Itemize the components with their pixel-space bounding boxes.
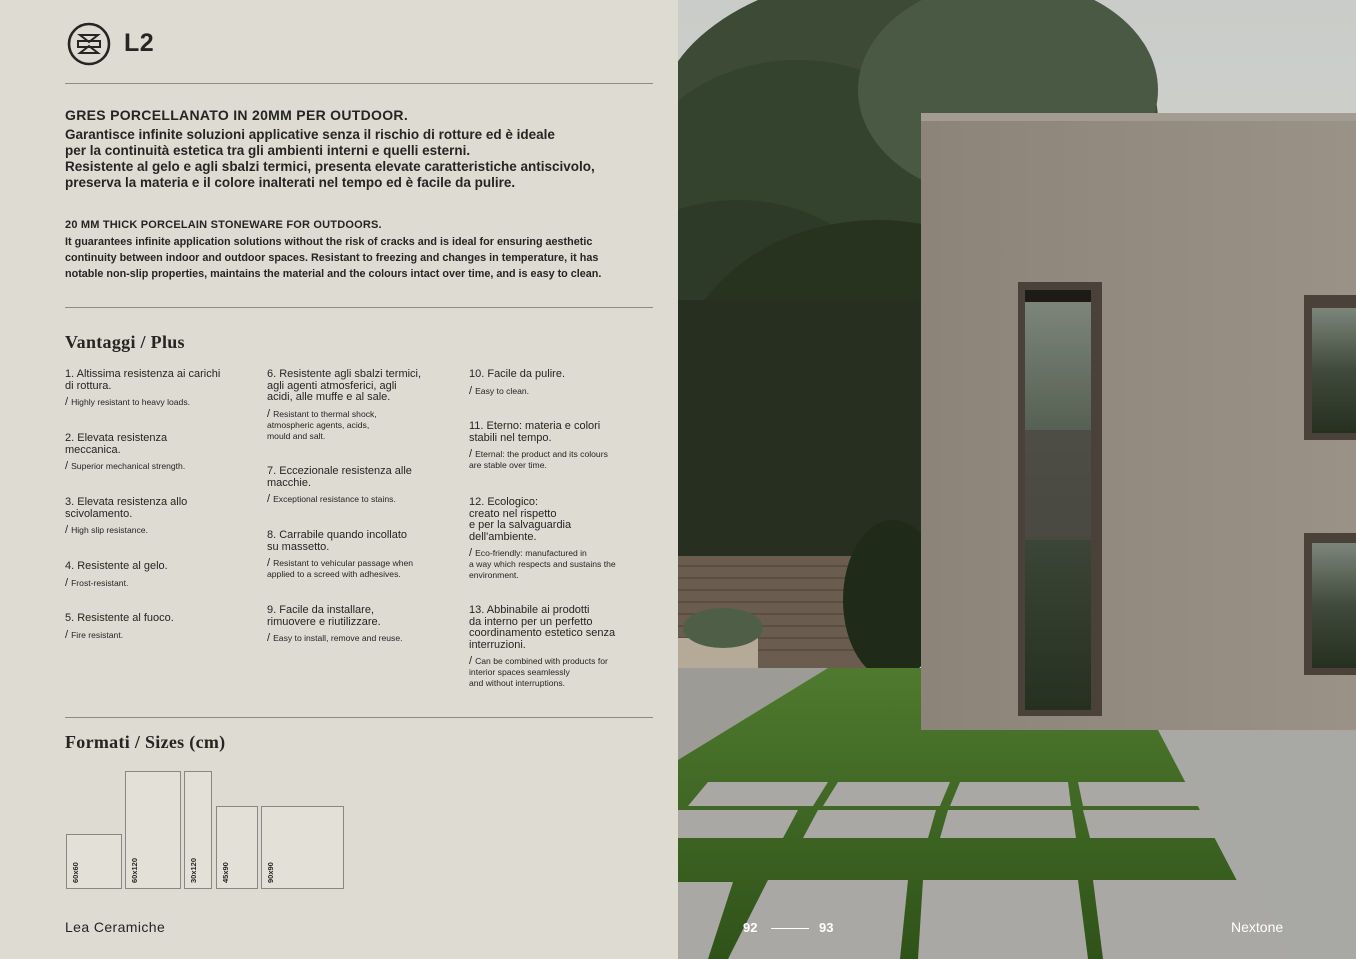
advantage-item: 1. Altissima resistenza ai carichi di rottura. / Highly resistant to heavy loads. [65, 368, 221, 408]
sizes-title: Formati / Sizes (cm) [65, 732, 226, 752]
advantage-item: 4. Resistente al gelo. / Frost-resistant. [65, 560, 168, 589]
english-description: It guarantees infinite application solutions without the risk of cracks and is ideal for ensuring aesthetic continuity between indoor and outdoor spaces. Resistant to freezing and changes in temperature, it has notable non-slip properties, maintains the material and the colours intact over time, and is easy to clean. [65, 236, 602, 280]
advantage-item: 6. Resistente agli sbalzi termici, agli agenti atmosferici, agli acidi, alle muffe e al sale. / Resistant to thermal shock, atmospheric agents, acids, mould and salt. [267, 368, 422, 441]
size-60x120: 60x120 [125, 771, 181, 889]
architecture-photo [678, 0, 1356, 959]
italian-description: Garantisce infinite soluzioni applicative senza il rischio di rotture ed è ideale per la continuità estetica tra gli ambienti interni e quelli esterni. Resistente al gelo e agli sbalzi termici, presenta elevate caratteristiche antiscivolo, preserva la materia e il colore inalterati nel tempo ed è facile da pulire. [65, 127, 595, 190]
advantage-item: 7. Eccezionale resistenza alle macchie. / Exceptional resistance to stains. [267, 465, 412, 505]
divider [65, 717, 653, 718]
advantage-item: 13. Abbinabile ai prodotti da interno per un perfetto coordinamento estetico senza interruzioni. / Can be combined with products for interior spaces seamlessly and without interruptions. [469, 604, 616, 688]
advantage-item: 8. Carrabile quando incollato su massetto. / Resistant to vehicular passage when applied to a screed with adhesives. [267, 529, 414, 579]
advantage-item: 5. Resistente al fuoco. / Fire resistant. [65, 612, 174, 641]
advantage-item: 10. Facile da pulire. / Easy to clean. [469, 368, 565, 397]
advantage-item: 12. Ecologico: creato nel rispetto e per la salvaguardia dell'ambiente. / Eco-friendly: manufactured in a way which respects and sustains the environment. [469, 496, 616, 580]
brand-name: Lea Ceramiche [65, 919, 166, 935]
collection-name: Nextone [1231, 919, 1284, 935]
divider [65, 307, 653, 308]
page-separator [771, 928, 809, 929]
page-number-left: 92 [743, 920, 758, 935]
size-90x90: 90x90 [261, 806, 344, 889]
size-45x90: 45x90 [216, 806, 258, 889]
advantage-item: 11. Eterno: materia e colori stabili nel tempo. / Eternal: the product and its colours are stable over time. [469, 420, 608, 470]
divider [65, 83, 653, 84]
size-60x60: 60x60 [66, 834, 122, 889]
advantage-item: 3. Elevata resistenza allo scivolamento. / High slip resistance. [65, 496, 188, 536]
english-heading: 20 MM THICK PORCELAIN STONEWARE FOR OUTDOORS. [65, 219, 382, 231]
page-number-right: 93 [819, 920, 834, 935]
advantages-title: Vantaggi / Plus [65, 332, 185, 352]
size-30x120: 30x120 [184, 771, 212, 889]
circle-emblem-icon [67, 22, 111, 66]
italian-heading: GRES PORCELLANATO IN 20MM PER OUTDOOR. [65, 107, 409, 123]
house-garden-illustration [678, 0, 1356, 959]
collection-code: L2 [124, 29, 155, 57]
advantage-item: 2. Elevata resistenza meccanica. / Superior mechanical strength. [65, 432, 186, 472]
advantage-item: 9. Facile da installare, rimuovere e riutilizzare. / Easy to install, remove and reuse. [267, 604, 403, 644]
